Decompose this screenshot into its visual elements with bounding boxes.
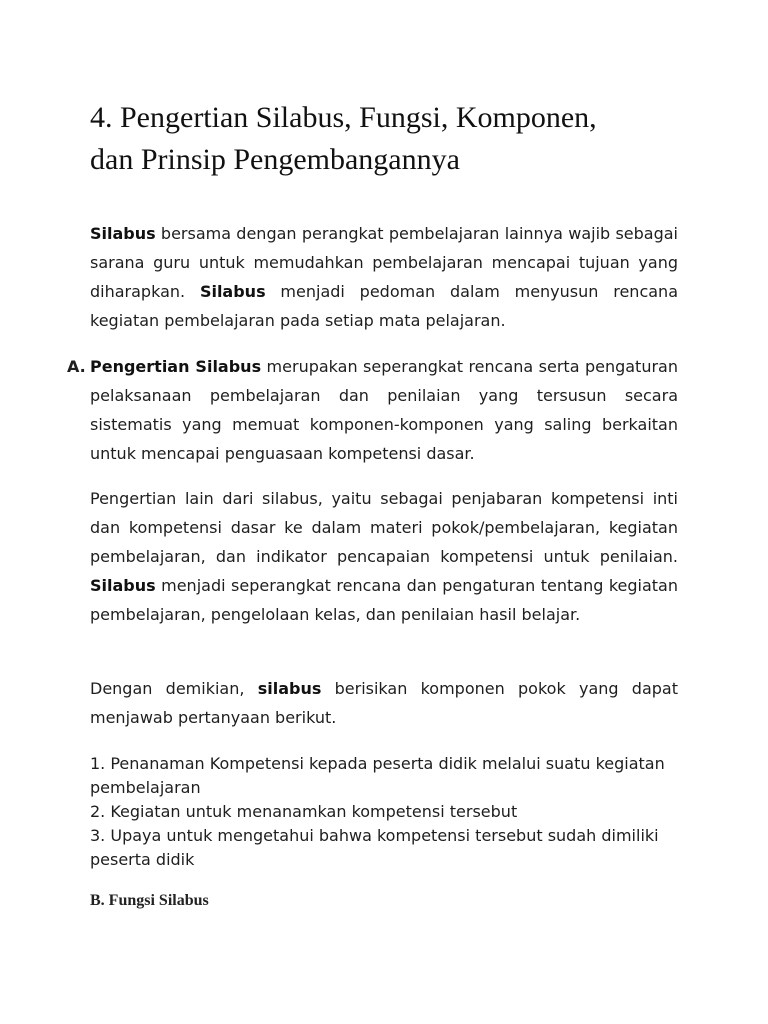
section-a-paragraph [67,352,678,468]
summary-text-1: Dengan demikian, [90,679,258,698]
summary-bold-term: silabus [257,679,322,698]
intro-bold-term-2: Silabus [199,282,266,301]
definition-paragraph [90,484,678,629]
definition-text-1: Pengertian lain dari silabus, yaitu sebagai penjabaran kompetensi inti dan kompetensi dasar ke dalam materi pokok/pembelajaran, kegiatan pembelajaran, dan indikator pencapaian kompetensi untuk penilaian. [90,489,678,566]
title-line-2: dan Prinsip Pengembangannya [90,143,460,176]
list-item: 2. Kegiatan untuk menanamkan kompetensi tersebut [90,802,518,821]
section-a-bold-term: Pengertian Silabus [90,357,262,376]
page-title [90,97,690,181]
intro-text-1: bersama dengan perangkat pembelajaran lainnya wajib sebagai sarana guru untuk memudahkan pembelajaran mencapai tujuan yang diharapkan. [90,224,678,301]
summary-paragraph [90,674,678,732]
intro-text-2: menjadi pedoman dalam menyusun rencana kegiatan pembelajaran pada setiap mata pelajaran. [90,282,678,330]
summary-text-2: berisikan komponen pokok yang dapat menjawab pertanyaan berikut. [90,679,678,727]
component-list [90,752,690,872]
intro-bold-term-1: Silabus [90,224,156,243]
list-item: 1. Penanaman Kompetensi kepada peserta didik melalui suatu kegiatan pembelajaran [90,754,665,797]
section-b-heading: B. Fungsi Silabus [90,892,209,909]
title-line-1: 4. Pengertian Silabus, Fungsi, Komponen, [90,101,597,134]
definition-bold-term: Silabus [90,576,156,595]
definition-text-2: menjadi seperangkat rencana dan pengaturan tentang kegiatan pembelajaran, pengelolaan kelas, dan penilaian hasil belajar. [90,576,678,624]
section-a-marker: A. [67,357,86,376]
list-item: 3. Upaya untuk mengetahui bahwa kompetensi tersebut sudah dimiliki peserta didik [90,826,659,869]
section-a-text: merupakan seperangkat rencana serta pengaturan pelaksanaan pembelajaran dan penilaian yang tersusun secara sistematis yang memuat komponen-komponen yang saling berkaitan untuk mencapai penguasaan kompetensi dasar. [90,357,678,463]
intro-paragraph [90,219,678,335]
